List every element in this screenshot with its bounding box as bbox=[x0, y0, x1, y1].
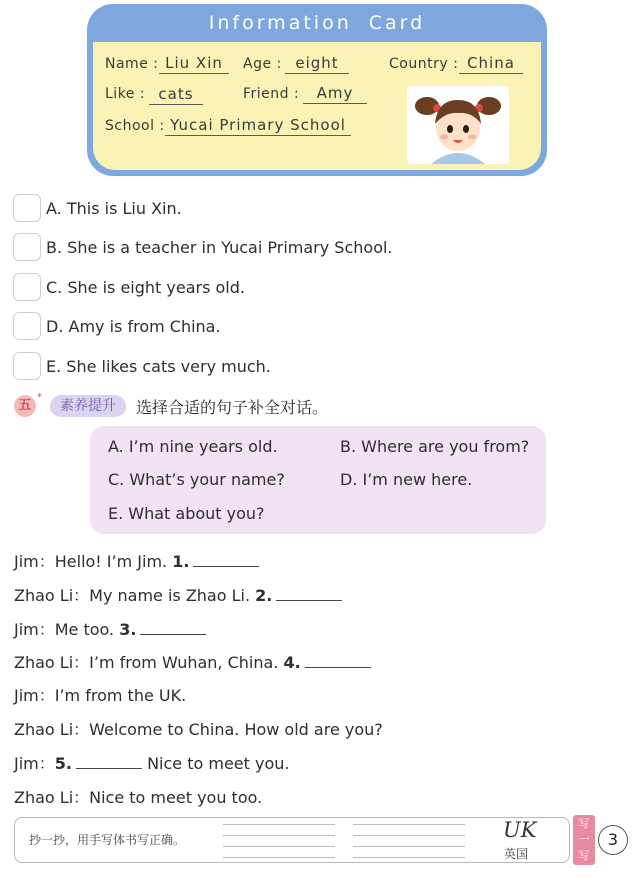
girl-face-icon bbox=[407, 86, 509, 164]
school-label: School : bbox=[105, 118, 165, 134]
age-label: Age : bbox=[243, 56, 282, 72]
card-body bbox=[93, 42, 541, 170]
answer-box-b[interactable] bbox=[13, 233, 41, 261]
school-value: Yucai Primary School bbox=[165, 116, 351, 136]
section-number: 五 bbox=[14, 395, 36, 417]
friend-value: Amy bbox=[303, 84, 367, 104]
dialogue-line-3: Jim：Me too. 3. bbox=[14, 617, 206, 640]
word-uk: UK bbox=[503, 818, 537, 842]
write-tab: 写一写 bbox=[573, 815, 595, 865]
statement-b: B. She is a teacher in Yucai Primary School. bbox=[46, 238, 393, 257]
statement-d: D. Amy is from China. bbox=[46, 317, 221, 336]
answer-box-d[interactable] bbox=[13, 312, 41, 340]
writing-lines-1[interactable] bbox=[223, 822, 335, 858]
dialogue-line-2: Zhao Li：My name is Zhao Li. 2. bbox=[14, 583, 342, 606]
option-e: E. What about you? bbox=[108, 504, 265, 523]
option-c: C. What’s your name? bbox=[108, 470, 285, 489]
statement-c: C. She is eight years old. bbox=[46, 278, 245, 297]
blank-5[interactable] bbox=[76, 755, 142, 769]
name-value: Liu Xin bbox=[159, 54, 229, 74]
information-card bbox=[87, 4, 547, 176]
statement-e: E. She likes cats very much. bbox=[46, 357, 271, 376]
dialogue-line-4: Zhao Li：I’m from Wuhan, China. 4. bbox=[14, 650, 371, 673]
page-number: 3 bbox=[598, 825, 628, 855]
blank-2[interactable] bbox=[276, 587, 342, 601]
option-a: A. I’m nine years old. bbox=[108, 437, 278, 456]
like-label: Like : bbox=[105, 86, 146, 102]
section-star: * bbox=[37, 392, 42, 403]
answer-box-c[interactable] bbox=[13, 273, 41, 301]
country-value: China bbox=[459, 54, 523, 74]
section-title: 选择合适的句子补全对话。 bbox=[136, 398, 329, 417]
like-value: cats bbox=[149, 85, 203, 105]
friend-label: Friend : bbox=[243, 86, 300, 102]
answer-box-a[interactable] bbox=[13, 194, 41, 222]
dialogue-line-6: Zhao Li：Welcome to China. How old are you? bbox=[14, 720, 383, 739]
card-title: Information Card bbox=[208, 12, 426, 34]
girl-avatar bbox=[407, 86, 509, 164]
copy-instruction: 抄一抄，用手写体书写正确。 bbox=[29, 833, 186, 847]
option-b: B. Where are you from? bbox=[340, 437, 530, 456]
dialogue-line-7: Jim：5. Nice to meet you. bbox=[14, 754, 290, 773]
options-box bbox=[90, 426, 546, 534]
blank-3[interactable] bbox=[140, 621, 206, 635]
option-d: D. I’m new here. bbox=[340, 470, 473, 489]
name-label: Name : bbox=[105, 56, 159, 72]
answer-box-e[interactable] bbox=[13, 352, 41, 380]
section-badge: 素养提升 bbox=[50, 395, 126, 417]
country-label: Country : bbox=[389, 56, 459, 72]
copy-practice-box bbox=[14, 817, 570, 863]
age-value: eight bbox=[285, 54, 349, 74]
statement-a: A. This is Liu Xin. bbox=[46, 199, 182, 218]
blank-4[interactable] bbox=[305, 654, 371, 668]
writing-lines-2[interactable] bbox=[353, 822, 465, 858]
blank-1[interactable] bbox=[193, 553, 259, 567]
dialogue-line-1: Jim：Hello! I’m Jim. 1. bbox=[14, 549, 259, 572]
word-uk-chinese: 英国 bbox=[504, 847, 529, 861]
dialogue-line-5: Jim：I’m from the UK. bbox=[14, 686, 187, 705]
dialogue-line-8: Zhao Li：Nice to meet you too. bbox=[14, 788, 263, 807]
